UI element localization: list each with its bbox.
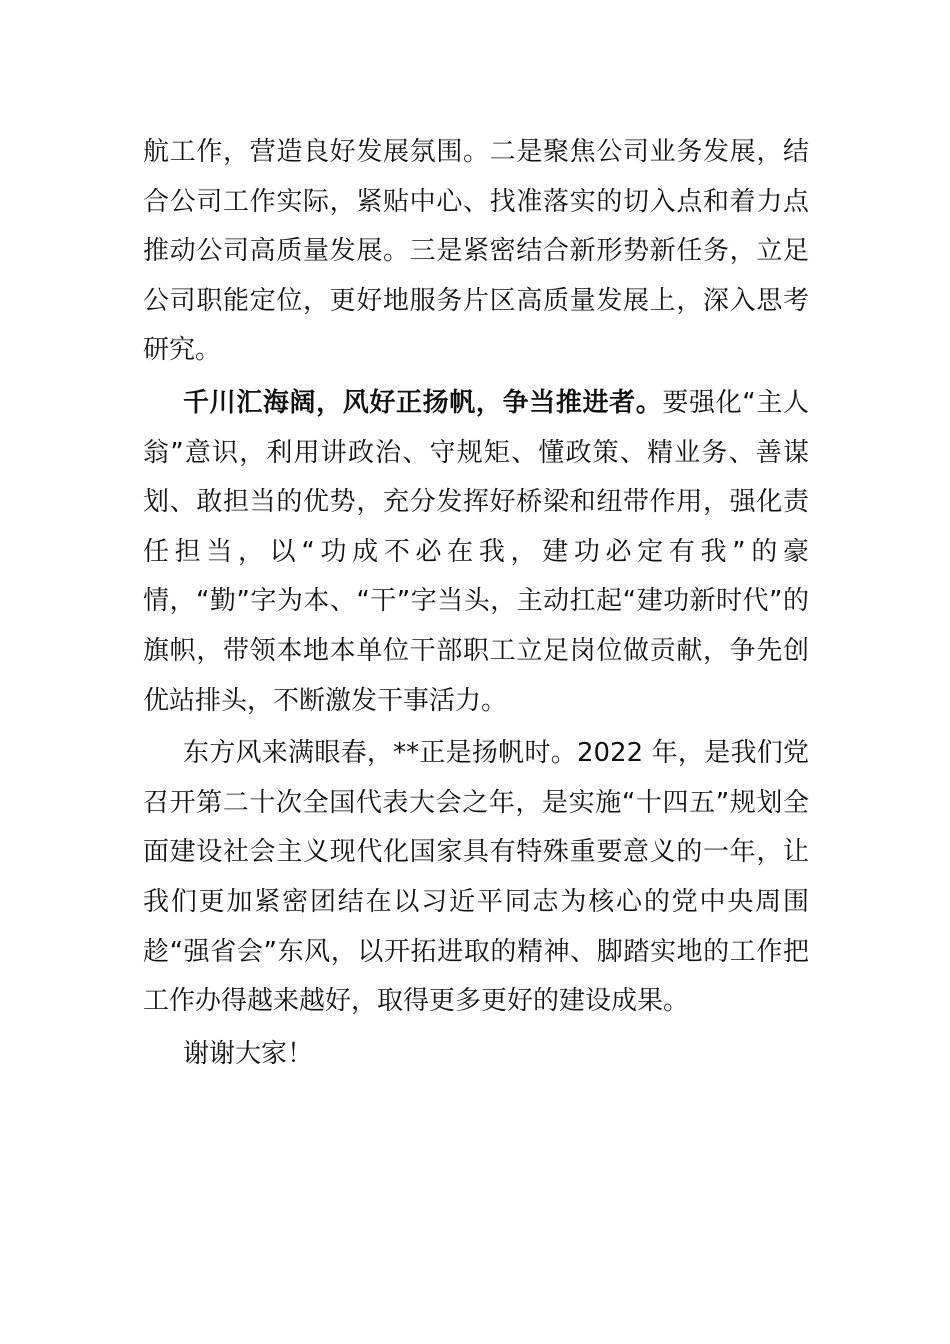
paragraph-text: 航工作，营造良好发展氛围。二是聚焦公司业务发展，结合公司工作实际，紧贴中心、找准落实的切入点和着力点推动公司高质量发展。三是紧密结合新形势新任务，立足公司职能定位，更好地服务片区高质量发展上，深入思考研究。 <box>143 137 809 366</box>
paragraph-text: 东方风来满眼春，**正是扬帆时。2022 年，是我们党召开第二十次全国代表大会之年，是实施“十四五”规划全面建设社会主义现代化国家具有特殊重要意义的一年，让我们更加紧密团结在以习近平同志为核心的党中央周围趁“强省会”东风，以开拓进取的精神、脚踏实地的工作把工作办得越来越好，取得更多更好的建设成果。 <box>143 738 809 1017</box>
paragraph-bold-lead: 千川汇海阔，风好正扬帆，争当推进者。 <box>183 387 663 418</box>
paragraph-promoter <box>143 379 809 726</box>
paragraph-spring-wind <box>143 729 809 1027</box>
paragraph-text: 谢谢大家！ <box>183 1038 314 1069</box>
paragraph-text: 要强化“主人翁”意识，利用讲政治、守规矩、懂政策、精业务、善谋划、敢担当的优势，充分发挥好桥梁和纽带作用，强化责任担当，以“功成不必在我，建功必定有我”的豪情，“勤”字为本、“干”字当头，主动扛起“建功新时代”的旗帜，带领本地本单位干部职工立足岗位做贡献，争先创优站排头，不断激发干事活力。 <box>143 387 809 716</box>
paragraph-continuation <box>143 128 809 376</box>
document-body <box>143 128 809 1082</box>
paragraph-thanks <box>143 1030 809 1080</box>
